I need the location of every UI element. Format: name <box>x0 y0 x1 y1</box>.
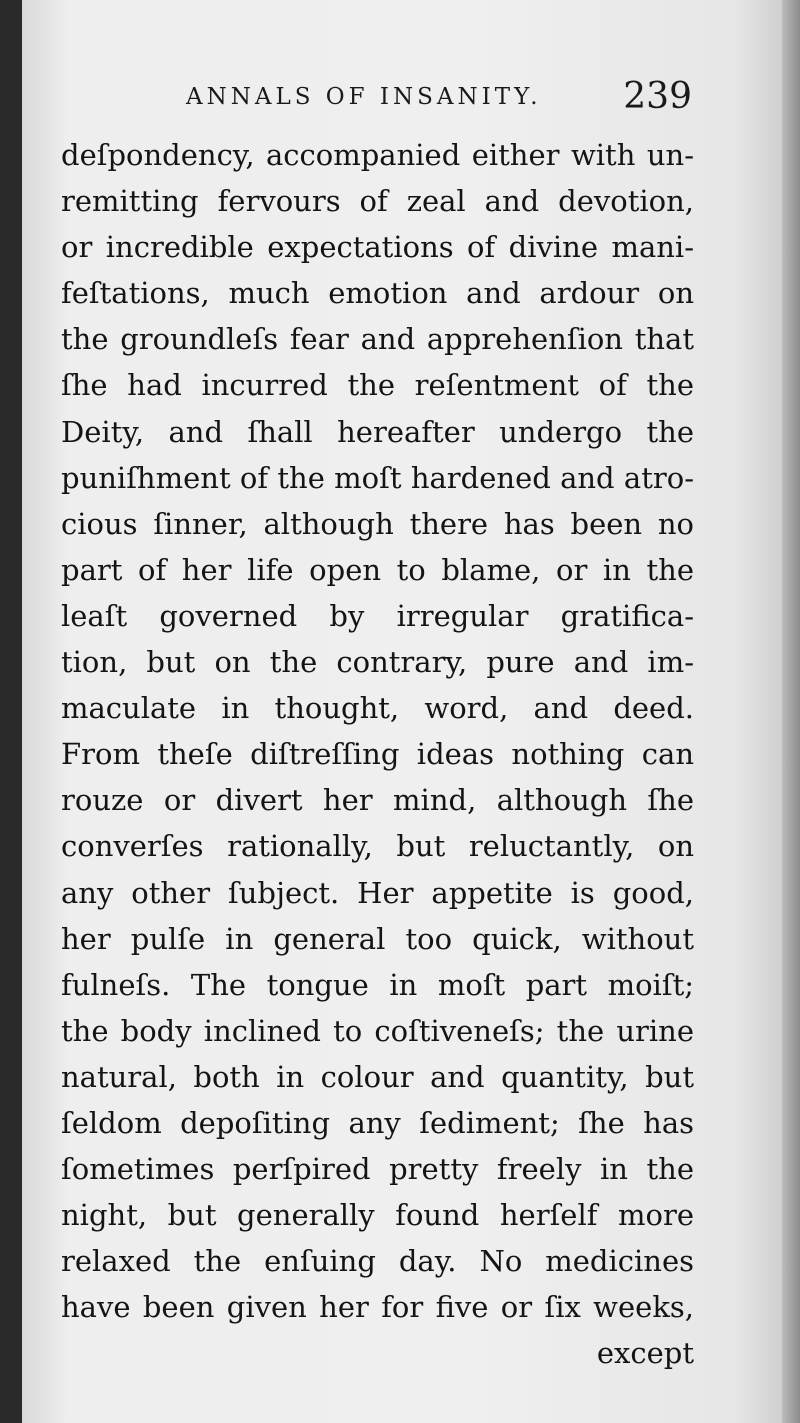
text-line: ſometimes perſpired pretty freely in the <box>61 1152 694 1187</box>
page-number: 239 <box>623 76 692 117</box>
text-line: relaxed the enſuing day. No medicines <box>61 1244 694 1279</box>
text-line: tion, but on the contrary, pure and im- <box>61 645 694 680</box>
body-text <box>61 132 694 1377</box>
text-line: the groundleſs fear and apprehenſion that <box>61 322 694 357</box>
text-line: ſhe had incurred the reſentment of the <box>61 368 694 403</box>
text-line: natural, both in colour and quantity, but <box>61 1059 694 1094</box>
page-header <box>186 78 706 128</box>
text-line: rouze or divert her mind, although ſhe <box>61 783 694 818</box>
text-line: deſpondency, accompanied either with un- <box>61 138 694 172</box>
text-line: night, but generally found herſelf more <box>61 1198 694 1233</box>
text-line: From theſe diſtreſſing ideas nothing can <box>61 737 694 772</box>
running-title: ANNALS OF INSANITY. <box>186 84 542 110</box>
text-line: leaſt governed by irregular gratifica- <box>61 598 694 633</box>
text-line: fulneſs. The tongue in moſt part moiſt; <box>61 967 694 1002</box>
text-line: any other ſubject. Her appetite is good, <box>61 875 694 910</box>
catchword: except <box>596 1336 694 1371</box>
page-edge-shadow <box>782 0 800 1423</box>
text-line: converſes rationally, but reluctantly, on <box>61 829 694 864</box>
text-line: puniſhment of the moſt hardened and atro- <box>61 460 694 495</box>
text-line: Deity, and ſhall hereafter undergo the <box>61 414 694 449</box>
text-line: have been given her for five or ſix weeks, <box>61 1290 694 1325</box>
text-line: the body inclined to coſtiveneſs; the urine <box>61 1013 694 1048</box>
text-line: feſtations, much emotion and ardour on <box>61 276 694 311</box>
text-line: cious ſinner, although there has been no <box>61 506 694 541</box>
text-line: ſeldom depoſiting any ſediment; ſhe has <box>61 1105 694 1140</box>
text-line: remitting fervours of zeal and devotion, <box>61 184 694 219</box>
text-line: her pulſe in general too quick, without <box>61 921 694 956</box>
text-line: part of her life open to blame, or in the <box>61 552 694 587</box>
text-line: or incredible expectations of divine mani- <box>61 230 694 265</box>
text-line: maculate in thought, word, and deed. <box>61 691 694 726</box>
